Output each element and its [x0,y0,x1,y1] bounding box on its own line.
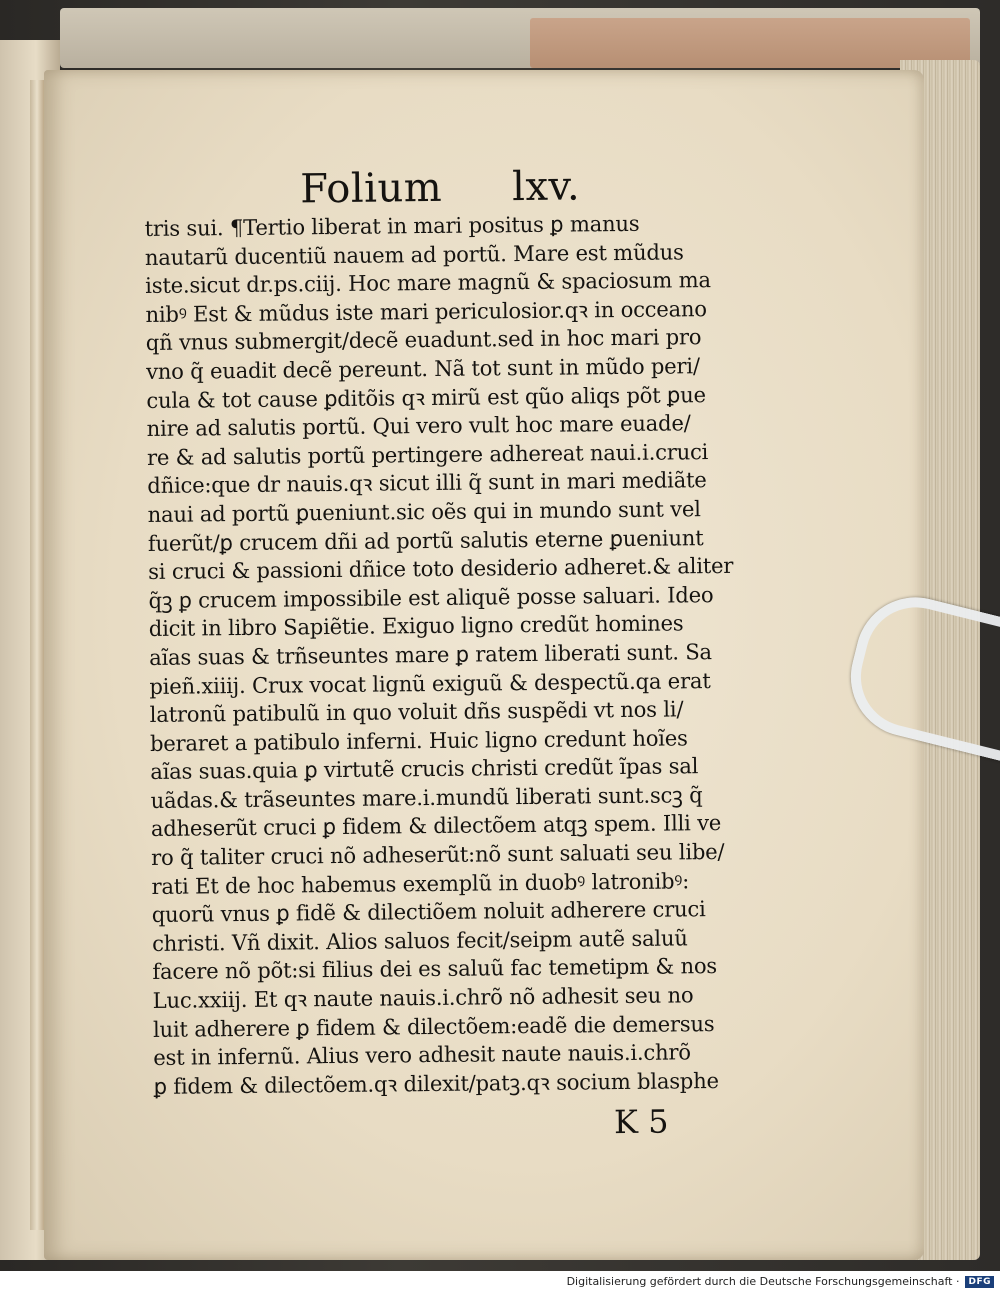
text-line: pieñ.xiiij. Crux vocat lignũ exiguũ & despectũ.qa erat [149,668,711,700]
text-line: latronũ patibulũ in quo voluit dñs suspẽdi vt nos li/ [149,697,684,729]
footer-bar [0,1271,1000,1292]
folio-heading [300,161,784,212]
text-line: quorũ vnus ꝑ fidẽ & dilectiõem noluit adherere cruci [151,897,706,929]
text-line: rati Et de hoc habemus exemplũ in duobꝰ latronibꝰ: [151,868,690,900]
text-line: naui ad portũ ꝑueniunt.sic oẽs qui in mundo sunt vel [147,497,701,528]
text-block [145,209,794,1102]
previous-page-edge [30,80,44,1230]
text-line: fuerũt/ꝑ crucem dñi ad portũ salutis eterne ꝑueniunt [147,525,704,557]
text-line: aĩas suas.quia ꝑ virtutẽ crucis christi credũt ĩpas sal [150,754,699,786]
text-line: luit adherere ꝑ fidem & dilectõem:eadẽ die demersus [152,1011,715,1043]
book-page [44,70,924,1260]
text-line: si cruci & passioni dñice toto desiderio adheret.& aliter [148,553,734,586]
text-line: facere nõ põt:si filius dei es saluũ fac temetipm & nos [152,954,718,986]
folio-label: Folium [299,164,443,213]
text-line: beraret a patibulo inferni. Huic ligno credunt hoĩes [149,726,688,757]
page-text [144,161,794,1146]
text-line: dñice:que dr nauis.qꝛ sicut illi q̃ sunt in mari mediãte [147,468,707,500]
text-line: nautarũ ducentiũ nauem ad portũ. Mare est mũdus [144,239,684,271]
text-line: nire ad salutis portũ. Qui vero vult hoc mare euade/ [146,411,691,443]
text-line: est in infernũ. Alius vero adhesit naute nauis.i.chrõ [153,1040,691,1072]
dfg-logo: DFG [965,1276,994,1288]
signature-mark: K 5 [613,1102,669,1142]
text-line: re & ad salutis portũ pertingere adhereat naui.i.cruci [146,439,709,471]
text-line: ro q̃ taliter cruci nõ adheserũt:nõ sunt saluati seu libe/ [151,840,725,872]
text-line: cula & tot cause ꝑditõis qꝛ mirũ est qũo aliqs põt ꝑue [146,382,706,414]
text-line: qñ vnus submergit/decẽ euadunt.sed in hoc mari pro [145,325,702,357]
footer-credit: Digitalisierung gefördert durch die Deutsche Forschungsgemeinschaft · [566,1275,960,1288]
text-line: vno q̃ euadit decẽ pereunt. Nã tot sunt in mũdo peri/ [146,354,700,385]
text-line: ꝑ fidem & dilectõem.qꝛ dilexit/patꝫ.qꝛ socium blasphe [153,1068,719,1100]
text-line: tris sui. ¶Tertio liberat in mari positus ꝑ manus [144,211,640,242]
text-line: aĩas suas & trñseuntes mare ꝑ ratem liberati sunt. Sa [149,639,713,671]
text-line: Luc.xxiij. Et qꝛ naute nauis.i.chrõ nõ adhesit seu no [152,983,694,1014]
text-line: christi. Vñ dixit. Alios saluos fecit/seipm autẽ saluũ [151,926,688,957]
text-line: q̃ꝫ ꝑ crucem impossibile est aliquẽ posse saluari. Ideo [148,582,714,614]
folio-number: lxv. [511,163,581,211]
text-line: uãdas.& trãseuntes mare.i.mundũ liberati sunt.scꝫ q̃ [150,783,703,814]
text-line: adheserũt cruci ꝑ fidem & dilectõem atqꝫ spem. Illi ve [150,811,722,843]
text-line: iste.sicut dr.ps.ciij. Hoc mare magnũ & spaciosum ma [145,268,711,300]
text-line: dicit in libro Sapiẽtie. Exiguo ligno credũt homines [148,611,684,643]
text-line: nibꝰ Est & mũdus iste mari periculosior.qꝛ in occeano [145,296,707,328]
